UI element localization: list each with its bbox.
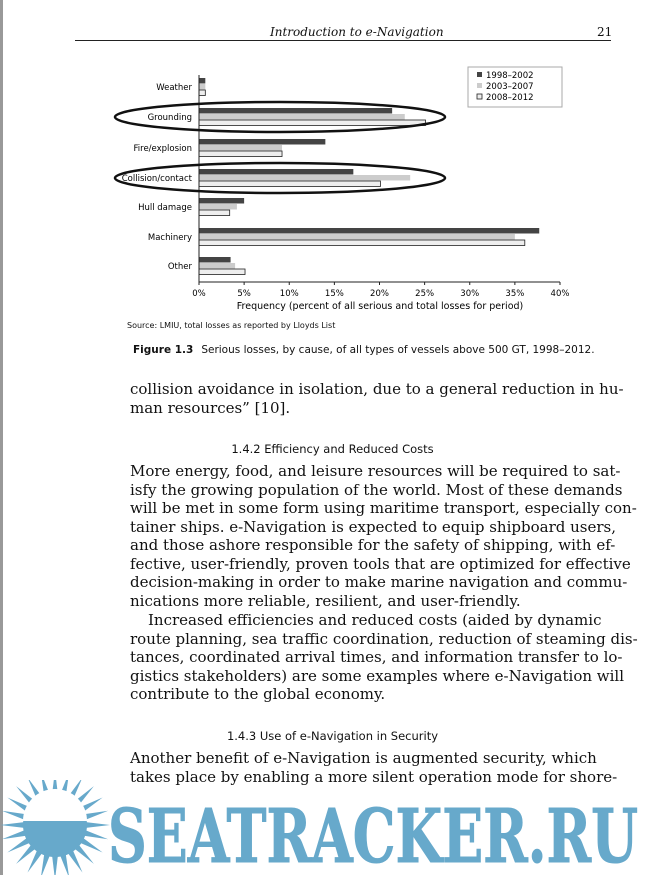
x-axis-label: Frequency (percent of all serious and total losses for period) <box>236 301 524 312</box>
text-line: and those ashore responsible for the safety of shipping, with ef- <box>130 536 616 554</box>
bar-collision-contact-2 <box>199 181 380 187</box>
x-tick-label: 25% <box>415 289 435 299</box>
x-tick-label: 20% <box>370 289 389 299</box>
category-label: Fire/explosion <box>133 144 192 154</box>
text-line: takes place by enabling a more silent operation mode for shore- <box>130 767 618 786</box>
figure-caption <box>133 344 595 356</box>
legend-label: 1998–2002 <box>486 71 534 81</box>
bar-other-1 <box>199 263 235 269</box>
figure-source: Source: LMIU, total losses as reported by Lloyds List <box>127 321 336 330</box>
sun-logo-icon <box>0 780 110 875</box>
bar-weather-2 <box>199 90 205 96</box>
x-tick-label: 35% <box>505 289 525 299</box>
category-label: Other <box>167 262 192 272</box>
figure-caption-text: Serious losses, by cause, of all types of vessels above 500 GT, 1998–2012. <box>201 344 595 356</box>
bar-hull-damage-1 <box>199 204 237 210</box>
category-label: Hull damage <box>138 203 192 213</box>
legend-label: 2008–2012 <box>486 93 534 103</box>
legend-label: 2003–2007 <box>486 82 534 92</box>
text-line: will be met in some form using maritime transport, especially con- <box>130 499 637 517</box>
bar-hull-damage-0 <box>199 198 244 204</box>
text-line: tances, coordinated arrival times, and information transfer to lo- <box>130 648 623 666</box>
x-tick-label: 15% <box>324 289 344 299</box>
page-number: 21 <box>597 25 613 39</box>
text-line: tainer ships. e-Navigation is expected to equip shipboard users, <box>130 517 616 536</box>
bar-fire-explosion-1 <box>199 145 282 151</box>
text-line: nications more reliable, resilient, and user-friendly. <box>130 591 521 610</box>
text-line: decision-making in order to make marine navigation and commu- <box>130 573 628 591</box>
bar-machinery-1 <box>199 234 515 240</box>
category-label: Machinery <box>147 233 192 243</box>
text-line: More energy, food, and leisure resources will be required to sat- <box>130 462 621 480</box>
legend-swatch <box>477 94 482 99</box>
x-tick-label: 40% <box>550 289 570 299</box>
text-line: contribute to the global economy. <box>130 685 386 703</box>
bar-hull-damage-2 <box>199 210 230 216</box>
watermark-text: SEATRACKER.RU <box>108 794 638 875</box>
bar-weather-1 <box>199 84 205 90</box>
text-line: Another benefit of e-Navigation is augmented security, which <box>130 749 597 767</box>
bar-other-0 <box>199 257 231 263</box>
category-label: Weather <box>156 83 192 93</box>
text-line: collision avoidance in isolation, due to a general reduction in hu- <box>130 380 624 398</box>
bar-chart <box>0 0 665 320</box>
text-line: route planning, sea traffic coordination, reduction of steaming dis- <box>130 629 638 648</box>
bar-grounding-2 <box>199 120 426 126</box>
bar-other-2 <box>199 269 245 275</box>
bar-grounding-0 <box>199 108 392 114</box>
text-line: gistics stakeholders) are some examples where e-Navigation will <box>130 666 625 685</box>
x-tick-label: 5% <box>237 289 251 299</box>
bar-fire-explosion-0 <box>199 139 325 145</box>
bar-machinery-0 <box>199 228 539 234</box>
bar-fire-explosion-2 <box>199 151 282 157</box>
bar-collision-contact-1 <box>199 175 410 181</box>
section-heading: 1.4.2 Efficiency and Reduced Costs <box>231 442 434 456</box>
figure-label: Figure 1.3 <box>133 344 194 356</box>
legend-swatch <box>477 72 482 77</box>
bar-collision-contact-0 <box>199 169 353 175</box>
category-label: Grounding <box>147 113 192 123</box>
text-line: Increased efficiencies and reduced costs (aided by dynamic <box>148 611 602 629</box>
bar-machinery-2 <box>199 240 525 246</box>
running-header-title: Introduction to e-Navigation <box>270 25 444 39</box>
section-heading: 1.4.3 Use of e-Navigation in Security <box>226 729 439 743</box>
bar-grounding-1 <box>199 114 405 120</box>
text-line: fective, user-friendly, proven tools that are optimized for effective <box>130 554 631 573</box>
text-line: isfy the growing population of the world. Most of these demands <box>130 480 623 499</box>
text-line: man resources” [10]. <box>130 398 291 417</box>
legend-swatch <box>477 83 482 88</box>
category-label: Collision/contact <box>121 174 192 184</box>
x-tick-label: 0% <box>192 289 206 299</box>
x-tick-label: 30% <box>460 289 480 299</box>
seatracker-watermark <box>0 780 665 875</box>
x-tick-label: 10% <box>279 289 299 299</box>
bar-weather-0 <box>199 78 205 84</box>
